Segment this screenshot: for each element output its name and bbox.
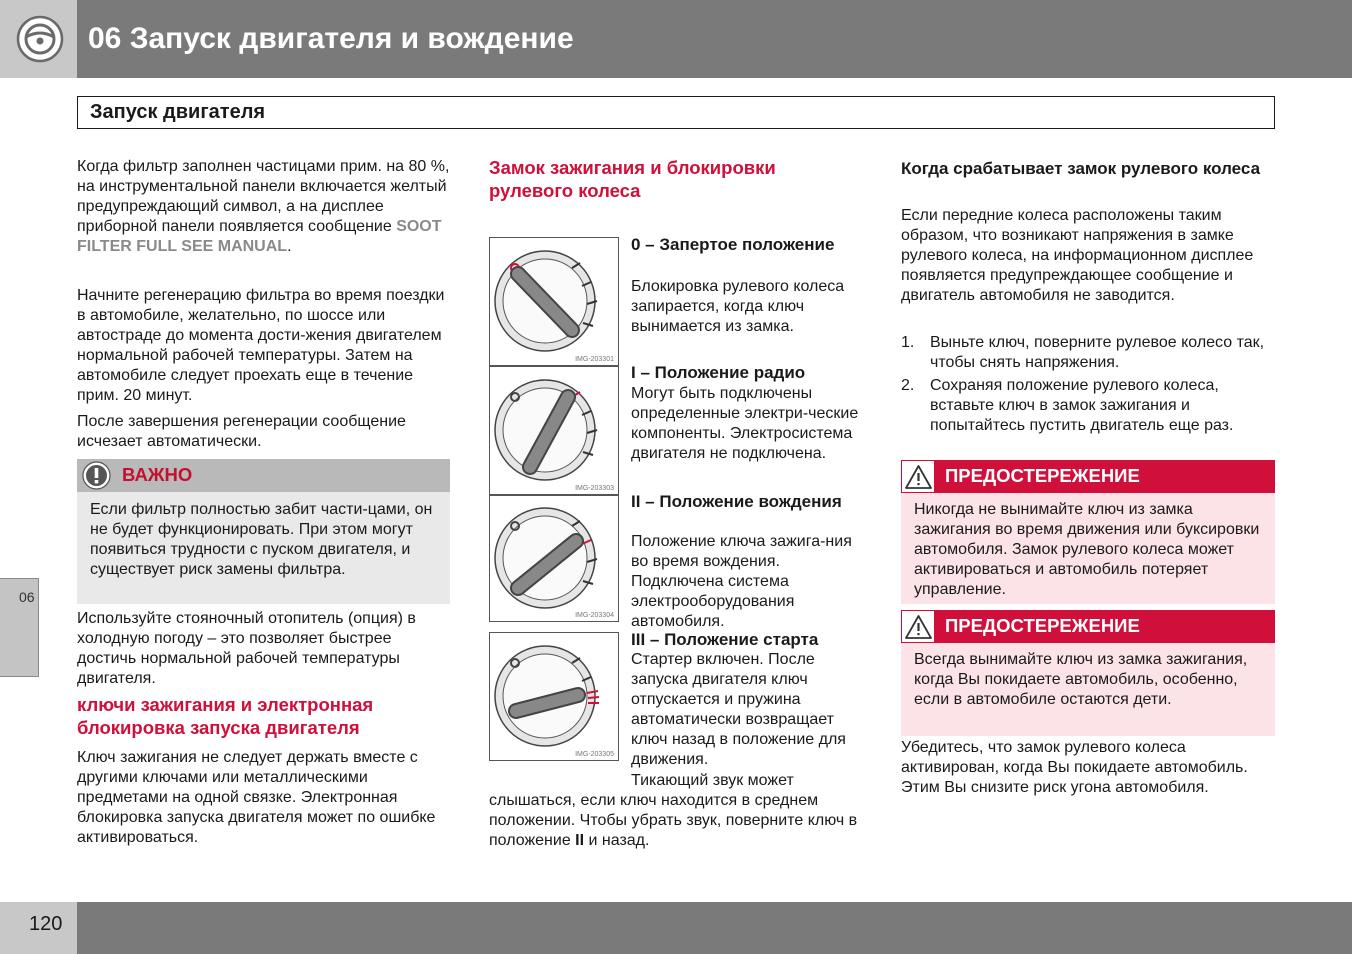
chapter-icon-box	[0, 0, 77, 78]
position-1-title: I – Положение радио	[631, 363, 806, 382]
warning-1-text: Никогда не вынимайте ключ из замка зажигания во время движения или буксировки автомобиля. Замок рулевого колеса может активироваться и автомобиль потеряет управление.	[914, 501, 1260, 598]
p1-end: .	[287, 238, 292, 255]
ticking-text	[489, 791, 864, 851]
ignition-position-0-figure	[489, 237, 619, 366]
steering-wheel-icon	[16, 15, 64, 63]
ignition-keys-heading: ключи зажигания и электронная блокировка запуска двигателя	[77, 694, 374, 738]
important-box-body	[77, 492, 450, 604]
ticking-text-end: и назад.	[584, 832, 650, 849]
footer-bar	[77, 902, 1352, 954]
soot-filter-message: SOOT FILTER FULL SEE MANUAL	[77, 218, 442, 255]
chapter-title: 06 Запуск двигателя и вождение	[88, 22, 574, 55]
warning-triangle-icon	[903, 462, 934, 492]
ignition-position-3-figure	[489, 632, 619, 761]
position-0-title: 0 – Запертое положение	[631, 235, 835, 254]
col1-paragraph-4: Используйте стояночный отопитель (опция) в холодную погоду – это позволяет быстрее достичь нормальной рабочей температуры двигателя.	[77, 610, 416, 687]
step-1-number: 1.	[901, 334, 915, 351]
warning-icon-box	[901, 460, 935, 493]
col1-paragraph-3: После завершения регенерации сообщение исчезает автоматически.	[77, 413, 406, 450]
warning-1-label: ПРЕДОСТЕРЕЖЕНИЕ	[945, 465, 1140, 486]
warning-2-label: ПРЕДОСТЕРЕЖЕНИЕ	[945, 615, 1140, 636]
position-0-text: Блокировка рулевого колеса запирается, когда ключ вынимается из замка.	[631, 278, 845, 335]
chapter-side-tab[interactable]	[0, 578, 39, 677]
warning-icon-box	[901, 610, 935, 643]
col3-paragraph-last: Убедитесь, что замок рулевого колеса активирован, когда Вы покидаете автомобиль. Этим Вы снизите риск угона автомобиля.	[901, 739, 1248, 796]
ignition-lock-diagram	[490, 367, 618, 494]
ignition-lock-diagram	[490, 496, 618, 621]
warning-1-header	[901, 460, 1275, 493]
ignition-lock-heading: Замок зажигания и блокировки рулевого колеса	[489, 157, 776, 201]
figure-id: IMG-203301	[575, 356, 614, 363]
section-header	[77, 96, 1275, 129]
position-3-title: III – Положение старта	[631, 630, 819, 649]
step-2-text: Сохраняя положение рулевого колеса, вставьте ключ в замок зажигания и попытайтесь пустить двигатель еще раз.	[930, 377, 1234, 434]
steering-lock-heading: Когда срабатывает замок рулевого колеса	[901, 159, 1261, 178]
ticking-position: II	[575, 832, 585, 849]
col1-paragraph-1	[77, 157, 452, 257]
important-text: Если фильтр полностью забит части-цами, он не будет функционировать. При этом могут появиться трудности с пуском двигателя, и существует риск замены фильтра.	[90, 501, 433, 578]
figure-id: IMG-203303	[575, 485, 614, 492]
warning-1-body	[901, 493, 1275, 604]
page-number: 120	[29, 913, 63, 935]
ignition-position-1-figure	[489, 366, 619, 495]
side-tab-label: 06	[19, 589, 35, 605]
figure-id: IMG-203305	[575, 751, 614, 758]
warning-2-text: Всегда вынимайте ключ из замка зажигания, когда Вы покидаете автомобиль, особенно, если в автомобиле остаются дети.	[914, 651, 1248, 708]
col1-paragraph-2: Начните регенерацию фильтра во время поездки в автомобиле, желательно, по шоссе или автостраде до момента дости-жения двигателем нормальной рабочей температуры. Затем на автомобиле следует проехать еще в течение прим. 20 минут.	[77, 287, 445, 404]
ticking-text-start: Тикающий звук может	[631, 772, 794, 789]
important-box-header	[77, 459, 450, 492]
ignition-lock-diagram	[490, 238, 618, 365]
step-2-number: 2.	[901, 377, 915, 394]
position-3-text: Стартер включен. После запуска двигателя ключ отпускается и пружина автоматически возвращает ключ назад в положение для движения.	[631, 651, 846, 768]
exclamation-icon	[82, 461, 111, 490]
position-2-text: Положение ключа зажига-ния во время вождения. Подключена система электрооборудования автомобиля.	[631, 533, 852, 630]
warning-triangle-icon	[903, 612, 934, 642]
ignition-position-2-figure	[489, 495, 619, 622]
section-title: Запуск двигателя	[90, 101, 266, 123]
col3-paragraph-1: Если передние колеса расположены таким образом, что возникают напряжения в замке рулевого колеса, на информационном дисплее появляется предупреждающее сообщение и двигатель автомобиля не заводится.	[901, 207, 1254, 304]
step-1-text: Выньте ключ, поверните рулевое колесо так, чтобы снять напряжения.	[930, 334, 1265, 371]
figure-id: IMG-203304	[575, 612, 614, 619]
position-2-title: II – Положение вождения	[631, 492, 842, 511]
warning-2-body	[901, 643, 1275, 736]
p1-text: Когда фильтр заполнен частицами прим. на 80 %, на инструментальной панели включается желтый предупреждающий символ, а на дисплее приборной панели появляется сообщение	[77, 158, 450, 235]
important-label: ВАЖНО	[122, 464, 193, 485]
warning-2-header	[901, 610, 1275, 643]
ignition-lock-diagram	[490, 633, 618, 760]
ticking-text-body: слышаться, если ключ находится в среднем положении. Чтобы убрать звук, поверните ключ в положение	[489, 792, 858, 849]
position-1-text: Могут быть подключены определенные электри-ческие компоненты. Электросистема двигателя не подключена.	[631, 385, 859, 462]
col1-paragraph-5: Ключ зажигания не следует держать вместе с другими ключами или металлическими предметами на одной связке. Электронная блокировка запуска двигателя может по ошибке активироваться.	[77, 749, 436, 846]
